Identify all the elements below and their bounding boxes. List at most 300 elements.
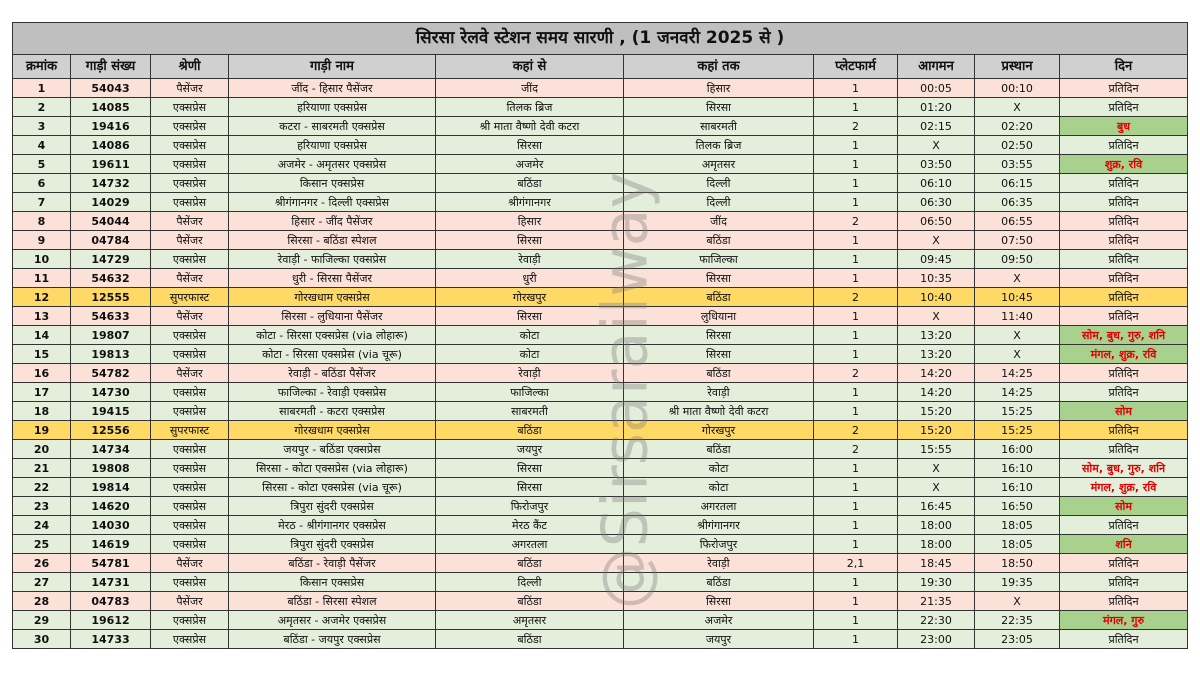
cell-from: रेवाड़ी bbox=[436, 364, 624, 383]
cell-serial: 5 bbox=[13, 155, 71, 174]
cell-platform: 1 bbox=[814, 231, 898, 250]
table-row bbox=[13, 535, 1188, 554]
cell-train-number: 19611 bbox=[71, 155, 151, 174]
cell-departure: 06:55 bbox=[975, 212, 1060, 231]
cell-platform: 2 bbox=[814, 421, 898, 440]
cell-category: एक्सप्रेस bbox=[151, 383, 229, 402]
cell-serial: 24 bbox=[13, 516, 71, 535]
timetable bbox=[12, 22, 1188, 649]
cell-train-number: 19416 bbox=[71, 117, 151, 136]
cell-train-name: रेवाड़ी - फाजिल्का एक्सप्रेस bbox=[229, 250, 436, 269]
cell-platform: 1 bbox=[814, 79, 898, 98]
header-platform: प्लेटफार्म bbox=[814, 55, 898, 79]
cell-to: कोटा bbox=[624, 459, 814, 478]
cell-days: मंगल, शुक्र, रवि bbox=[1060, 478, 1188, 497]
cell-serial: 10 bbox=[13, 250, 71, 269]
cell-serial: 13 bbox=[13, 307, 71, 326]
cell-arrival: 00:05 bbox=[898, 79, 975, 98]
table-row bbox=[13, 440, 1188, 459]
cell-train-name: हरियाणा एक्सप्रेस bbox=[229, 136, 436, 155]
cell-departure: 06:15 bbox=[975, 174, 1060, 193]
cell-arrival: 01:20 bbox=[898, 98, 975, 117]
cell-from: बठिंडा bbox=[436, 592, 624, 611]
cell-days: प्रतिदिन bbox=[1060, 364, 1188, 383]
cell-arrival: 15:55 bbox=[898, 440, 975, 459]
cell-days: प्रतिदिन bbox=[1060, 193, 1188, 212]
cell-category: पैसेंजर bbox=[151, 269, 229, 288]
cell-departure: 16:50 bbox=[975, 497, 1060, 516]
cell-days: प्रतिदिन bbox=[1060, 573, 1188, 592]
cell-train-name: फाजिल्का - रेवाड़ी एक्सप्रेस bbox=[229, 383, 436, 402]
cell-arrival: 15:20 bbox=[898, 421, 975, 440]
cell-departure: 16:10 bbox=[975, 478, 1060, 497]
table-row bbox=[13, 516, 1188, 535]
cell-departure: 07:50 bbox=[975, 231, 1060, 250]
cell-train-number: 19813 bbox=[71, 345, 151, 364]
header-train-number: गाड़ी संख्य bbox=[71, 55, 151, 79]
header-from: कहां से bbox=[436, 55, 624, 79]
cell-departure: 10:45 bbox=[975, 288, 1060, 307]
cell-from: सिरसा bbox=[436, 307, 624, 326]
cell-days: मंगल, गुरु bbox=[1060, 611, 1188, 630]
cell-serial: 21 bbox=[13, 459, 71, 478]
cell-serial: 26 bbox=[13, 554, 71, 573]
cell-platform: 1 bbox=[814, 478, 898, 497]
cell-departure: 18:50 bbox=[975, 554, 1060, 573]
cell-serial: 29 bbox=[13, 611, 71, 630]
cell-from: साबरमती bbox=[436, 402, 624, 421]
cell-category: सुपरफास्ट bbox=[151, 288, 229, 307]
cell-arrival: 18:45 bbox=[898, 554, 975, 573]
cell-category: एक्सप्रेस bbox=[151, 193, 229, 212]
cell-train-name: श्रीगंगानगर - दिल्ली एक्सप्रेस bbox=[229, 193, 436, 212]
cell-train-name: जींद - हिसार पैसेंजर bbox=[229, 79, 436, 98]
cell-to: फाजिल्का bbox=[624, 250, 814, 269]
cell-from: अजमेर bbox=[436, 155, 624, 174]
cell-train-number: 19807 bbox=[71, 326, 151, 345]
cell-category: एक्सप्रेस bbox=[151, 630, 229, 649]
cell-platform: 1 bbox=[814, 497, 898, 516]
cell-from: कोटा bbox=[436, 326, 624, 345]
cell-category: एक्सप्रेस bbox=[151, 459, 229, 478]
cell-platform: 2 bbox=[814, 212, 898, 231]
watermark-text: @Sirsarailway bbox=[588, 171, 662, 609]
cell-train-number: 14030 bbox=[71, 516, 151, 535]
timetable-body bbox=[13, 79, 1188, 649]
cell-category: एक्सप्रेस bbox=[151, 440, 229, 459]
cell-days: प्रतिदिन bbox=[1060, 174, 1188, 193]
table-row bbox=[13, 288, 1188, 307]
cell-serial: 6 bbox=[13, 174, 71, 193]
cell-days: सोम, बुध, गुरु, शनि bbox=[1060, 326, 1188, 345]
cell-arrival: X bbox=[898, 136, 975, 155]
cell-train-name: कटरा - साबरमती एक्सप्रेस bbox=[229, 117, 436, 136]
cell-from: सिरसा bbox=[436, 231, 624, 250]
cell-from: फिरोजपुर bbox=[436, 497, 624, 516]
cell-train-name: सिरसा - बठिंडा स्पेशल bbox=[229, 231, 436, 250]
cell-train-number: 14730 bbox=[71, 383, 151, 402]
cell-from: जींद bbox=[436, 79, 624, 98]
cell-train-name: सिरसा - कोटा एक्सप्रेस (via चूरू) bbox=[229, 478, 436, 497]
cell-days: मंगल, शुक्र, रवि bbox=[1060, 345, 1188, 364]
cell-arrival: 14:20 bbox=[898, 364, 975, 383]
cell-train-name: गोरखधाम एक्सप्रेस bbox=[229, 421, 436, 440]
cell-platform: 1 bbox=[814, 611, 898, 630]
cell-serial: 25 bbox=[13, 535, 71, 554]
cell-days: प्रतिदिन bbox=[1060, 554, 1188, 573]
cell-category: पैसेंजर bbox=[151, 79, 229, 98]
cell-train-number: 14731 bbox=[71, 573, 151, 592]
cell-from: सिरसा bbox=[436, 478, 624, 497]
header-departure: प्रस्थान bbox=[975, 55, 1060, 79]
header-arrival: आगमन bbox=[898, 55, 975, 79]
cell-train-name: बठिंडा - रेवाड़ी पैसेंजर bbox=[229, 554, 436, 573]
cell-departure: 00:10 bbox=[975, 79, 1060, 98]
cell-to: रेवाड़ी bbox=[624, 554, 814, 573]
cell-category: एक्सप्रेस bbox=[151, 402, 229, 421]
cell-train-number: 14085 bbox=[71, 98, 151, 117]
cell-platform: 1 bbox=[814, 573, 898, 592]
cell-days: प्रतिदिन bbox=[1060, 98, 1188, 117]
cell-train-number: 19612 bbox=[71, 611, 151, 630]
cell-category: एक्सप्रेस bbox=[151, 326, 229, 345]
cell-train-number: 54043 bbox=[71, 79, 151, 98]
cell-departure: 14:25 bbox=[975, 364, 1060, 383]
cell-train-number: 54044 bbox=[71, 212, 151, 231]
cell-train-number: 14029 bbox=[71, 193, 151, 212]
cell-serial: 9 bbox=[13, 231, 71, 250]
cell-to: दिल्ली bbox=[624, 174, 814, 193]
cell-category: एक्सप्रेस bbox=[151, 516, 229, 535]
cell-train-name: अजमेर - अमृतसर एक्सप्रेस bbox=[229, 155, 436, 174]
cell-arrival: X bbox=[898, 307, 975, 326]
cell-arrival: 10:40 bbox=[898, 288, 975, 307]
cell-category: एक्सप्रेस bbox=[151, 117, 229, 136]
table-row bbox=[13, 421, 1188, 440]
cell-departure: 23:05 bbox=[975, 630, 1060, 649]
cell-departure: 18:05 bbox=[975, 535, 1060, 554]
table-row bbox=[13, 250, 1188, 269]
table-row bbox=[13, 592, 1188, 611]
cell-serial: 11 bbox=[13, 269, 71, 288]
cell-arrival: 06:30 bbox=[898, 193, 975, 212]
cell-serial: 7 bbox=[13, 193, 71, 212]
cell-platform: 1 bbox=[814, 98, 898, 117]
cell-platform: 2 bbox=[814, 364, 898, 383]
cell-serial: 22 bbox=[13, 478, 71, 497]
cell-train-name: त्रिपुरा सुंदरी एक्सप्रेस bbox=[229, 535, 436, 554]
cell-category: एक्सप्रेस bbox=[151, 478, 229, 497]
table-row bbox=[13, 497, 1188, 516]
cell-from: बठिंडा bbox=[436, 174, 624, 193]
cell-days: प्रतिदिन bbox=[1060, 212, 1188, 231]
cell-from: बठिंडा bbox=[436, 421, 624, 440]
cell-to: सिरसा bbox=[624, 326, 814, 345]
table-row bbox=[13, 193, 1188, 212]
table-row bbox=[13, 383, 1188, 402]
cell-departure: 16:00 bbox=[975, 440, 1060, 459]
table-row bbox=[13, 136, 1188, 155]
cell-serial: 4 bbox=[13, 136, 71, 155]
cell-train-name: मेरठ - श्रीगंगानगर एक्सप्रेस bbox=[229, 516, 436, 535]
cell-arrival: 09:45 bbox=[898, 250, 975, 269]
cell-train-number: 19808 bbox=[71, 459, 151, 478]
table-row bbox=[13, 174, 1188, 193]
cell-platform: 1 bbox=[814, 535, 898, 554]
cell-train-name: किसान एक्सप्रेस bbox=[229, 573, 436, 592]
cell-from: सिरसा bbox=[436, 459, 624, 478]
cell-train-name: अमृतसर - अजमेर एक्सप्रेस bbox=[229, 611, 436, 630]
cell-serial: 2 bbox=[13, 98, 71, 117]
cell-departure: 18:05 bbox=[975, 516, 1060, 535]
cell-category: एक्सप्रेस bbox=[151, 174, 229, 193]
cell-arrival: 13:20 bbox=[898, 326, 975, 345]
cell-train-name: कोटा - सिरसा एक्सप्रेस (via लोहारू) bbox=[229, 326, 436, 345]
cell-days: सोम bbox=[1060, 402, 1188, 421]
table-row bbox=[13, 478, 1188, 497]
table-row bbox=[13, 269, 1188, 288]
cell-train-number: 14086 bbox=[71, 136, 151, 155]
cell-train-name: सिरसा - कोटा एक्सप्रेस (via लोहारू) bbox=[229, 459, 436, 478]
table-row bbox=[13, 212, 1188, 231]
cell-departure: 14:25 bbox=[975, 383, 1060, 402]
cell-platform: 1 bbox=[814, 174, 898, 193]
cell-to: सिरसा bbox=[624, 345, 814, 364]
cell-to: गोरखपुर bbox=[624, 421, 814, 440]
cell-arrival: 03:50 bbox=[898, 155, 975, 174]
table-row bbox=[13, 364, 1188, 383]
cell-arrival: X bbox=[898, 231, 975, 250]
cell-arrival: 22:30 bbox=[898, 611, 975, 630]
cell-platform: 2 bbox=[814, 440, 898, 459]
cell-platform: 1 bbox=[814, 630, 898, 649]
cell-platform: 1 bbox=[814, 402, 898, 421]
cell-platform: 1 bbox=[814, 516, 898, 535]
cell-to: सिरसा bbox=[624, 269, 814, 288]
cell-train-number: 14732 bbox=[71, 174, 151, 193]
cell-train-number: 14734 bbox=[71, 440, 151, 459]
cell-train-number: 54782 bbox=[71, 364, 151, 383]
header-train-name: गाड़ी नाम bbox=[229, 55, 436, 79]
cell-category: पैसेंजर bbox=[151, 212, 229, 231]
cell-serial: 12 bbox=[13, 288, 71, 307]
cell-serial: 8 bbox=[13, 212, 71, 231]
cell-train-name: जयपुर - बठिंडा एक्सप्रेस bbox=[229, 440, 436, 459]
cell-to: फिरोजपुर bbox=[624, 535, 814, 554]
cell-category: पैसेंजर bbox=[151, 592, 229, 611]
cell-train-number: 12555 bbox=[71, 288, 151, 307]
cell-departure: 09:50 bbox=[975, 250, 1060, 269]
cell-platform: 1 bbox=[814, 250, 898, 269]
table-row bbox=[13, 79, 1188, 98]
cell-from: सिरसा bbox=[436, 136, 624, 155]
cell-train-name: सिरसा - लुधियाना पैसेंजर bbox=[229, 307, 436, 326]
timetable-container bbox=[12, 22, 1187, 649]
cell-to: हिसार bbox=[624, 79, 814, 98]
cell-days: प्रतिदिन bbox=[1060, 630, 1188, 649]
cell-category: एक्सप्रेस bbox=[151, 250, 229, 269]
table-row bbox=[13, 326, 1188, 345]
cell-to: सिरसा bbox=[624, 98, 814, 117]
cell-train-name: बठिंडा - सिरसा स्पेशल bbox=[229, 592, 436, 611]
cell-departure: X bbox=[975, 326, 1060, 345]
cell-to: बठिंडा bbox=[624, 231, 814, 250]
cell-arrival: 23:00 bbox=[898, 630, 975, 649]
cell-to: कोटा bbox=[624, 478, 814, 497]
cell-departure: 16:10 bbox=[975, 459, 1060, 478]
cell-days: प्रतिदिन bbox=[1060, 288, 1188, 307]
cell-days: प्रतिदिन bbox=[1060, 136, 1188, 155]
cell-departure: 11:40 bbox=[975, 307, 1060, 326]
cell-arrival: 14:20 bbox=[898, 383, 975, 402]
cell-to: श्रीगंगानगर bbox=[624, 516, 814, 535]
cell-to: अजमेर bbox=[624, 611, 814, 630]
cell-train-name: किसान एक्सप्रेस bbox=[229, 174, 436, 193]
cell-from: फाजिल्का bbox=[436, 383, 624, 402]
cell-category: एक्सप्रेस bbox=[151, 136, 229, 155]
cell-category: एक्सप्रेस bbox=[151, 497, 229, 516]
cell-departure: X bbox=[975, 345, 1060, 364]
cell-to: जयपुर bbox=[624, 630, 814, 649]
cell-arrival: 10:35 bbox=[898, 269, 975, 288]
table-row bbox=[13, 98, 1188, 117]
cell-platform: 1 bbox=[814, 459, 898, 478]
cell-to: सिरसा bbox=[624, 592, 814, 611]
cell-to: अगरतला bbox=[624, 497, 814, 516]
table-row bbox=[13, 231, 1188, 250]
cell-days: बुध bbox=[1060, 117, 1188, 136]
cell-to: बठिंडा bbox=[624, 288, 814, 307]
cell-from: मेरठ कैंट bbox=[436, 516, 624, 535]
cell-departure: 19:35 bbox=[975, 573, 1060, 592]
cell-days: प्रतिदिन bbox=[1060, 592, 1188, 611]
cell-to: तिलक ब्रिज bbox=[624, 136, 814, 155]
cell-days: प्रतिदिन bbox=[1060, 307, 1188, 326]
cell-to: दिल्ली bbox=[624, 193, 814, 212]
cell-platform: 2 bbox=[814, 288, 898, 307]
cell-arrival: 19:30 bbox=[898, 573, 975, 592]
cell-train-number: 14619 bbox=[71, 535, 151, 554]
cell-serial: 28 bbox=[13, 592, 71, 611]
cell-arrival: X bbox=[898, 459, 975, 478]
cell-category: सुपरफास्ट bbox=[151, 421, 229, 440]
cell-category: पैसेंजर bbox=[151, 554, 229, 573]
cell-from: रेवाड़ी bbox=[436, 250, 624, 269]
cell-serial: 17 bbox=[13, 383, 71, 402]
cell-from: तिलक ब्रिज bbox=[436, 98, 624, 117]
cell-train-name: रेवाड़ी - बठिंडा पैसेंजर bbox=[229, 364, 436, 383]
cell-train-number: 04784 bbox=[71, 231, 151, 250]
cell-platform: 1 bbox=[814, 136, 898, 155]
cell-serial: 16 bbox=[13, 364, 71, 383]
cell-days: प्रतिदिन bbox=[1060, 269, 1188, 288]
cell-train-number: 12556 bbox=[71, 421, 151, 440]
cell-train-number: 54633 bbox=[71, 307, 151, 326]
table-row bbox=[13, 402, 1188, 421]
cell-category: एक्सप्रेस bbox=[151, 345, 229, 364]
cell-platform: 1 bbox=[814, 155, 898, 174]
cell-from: गोरखपुर bbox=[436, 288, 624, 307]
cell-departure: 03:55 bbox=[975, 155, 1060, 174]
cell-platform: 1 bbox=[814, 592, 898, 611]
header-category: श्रेणी bbox=[151, 55, 229, 79]
cell-from: जयपुर bbox=[436, 440, 624, 459]
header-to: कहां तक bbox=[624, 55, 814, 79]
cell-train-number: 14620 bbox=[71, 497, 151, 516]
cell-from: अमृतसर bbox=[436, 611, 624, 630]
cell-arrival: X bbox=[898, 478, 975, 497]
cell-train-name: धुरी - सिरसा पैसेंजर bbox=[229, 269, 436, 288]
cell-serial: 15 bbox=[13, 345, 71, 364]
cell-days: सोम bbox=[1060, 497, 1188, 516]
cell-train-name: हरियाणा एक्सप्रेस bbox=[229, 98, 436, 117]
cell-arrival: 13:20 bbox=[898, 345, 975, 364]
cell-train-number: 54632 bbox=[71, 269, 151, 288]
cell-to: श्री माता वैष्णो देवी कटरा bbox=[624, 402, 814, 421]
cell-from: हिसार bbox=[436, 212, 624, 231]
cell-departure: 02:20 bbox=[975, 117, 1060, 136]
cell-train-number: 19814 bbox=[71, 478, 151, 497]
cell-train-name: हिसार - जींद पैसेंजर bbox=[229, 212, 436, 231]
cell-category: एक्सप्रेस bbox=[151, 98, 229, 117]
cell-from: श्रीगंगानगर bbox=[436, 193, 624, 212]
table-row bbox=[13, 459, 1188, 478]
cell-from: दिल्ली bbox=[436, 573, 624, 592]
cell-arrival: 02:15 bbox=[898, 117, 975, 136]
cell-to: रेवाड़ी bbox=[624, 383, 814, 402]
cell-serial: 18 bbox=[13, 402, 71, 421]
cell-arrival: 18:00 bbox=[898, 535, 975, 554]
cell-days: सोम, बुध, गुरु, शनि bbox=[1060, 459, 1188, 478]
cell-days: प्रतिदिन bbox=[1060, 383, 1188, 402]
cell-serial: 14 bbox=[13, 326, 71, 345]
cell-from: बठिंडा bbox=[436, 630, 624, 649]
cell-arrival: 16:45 bbox=[898, 497, 975, 516]
cell-from: धुरी bbox=[436, 269, 624, 288]
cell-train-name: त्रिपुरा सुंदरी एक्सप्रेस bbox=[229, 497, 436, 516]
cell-train-number: 14733 bbox=[71, 630, 151, 649]
cell-platform: 1 bbox=[814, 326, 898, 345]
cell-arrival: 18:00 bbox=[898, 516, 975, 535]
cell-platform: 2,1 bbox=[814, 554, 898, 573]
cell-departure: 15:25 bbox=[975, 402, 1060, 421]
cell-category: पैसेंजर bbox=[151, 307, 229, 326]
cell-departure: X bbox=[975, 269, 1060, 288]
cell-arrival: 15:20 bbox=[898, 402, 975, 421]
cell-serial: 23 bbox=[13, 497, 71, 516]
cell-to: बठिंडा bbox=[624, 573, 814, 592]
table-row bbox=[13, 573, 1188, 592]
cell-train-number: 14729 bbox=[71, 250, 151, 269]
cell-arrival: 21:35 bbox=[898, 592, 975, 611]
cell-departure: X bbox=[975, 592, 1060, 611]
cell-category: पैसेंजर bbox=[151, 364, 229, 383]
cell-arrival: 06:50 bbox=[898, 212, 975, 231]
cell-serial: 30 bbox=[13, 630, 71, 649]
cell-train-name: गोरखधाम एक्सप्रेस bbox=[229, 288, 436, 307]
cell-platform: 2 bbox=[814, 117, 898, 136]
cell-days: प्रतिदिन bbox=[1060, 79, 1188, 98]
cell-to: अमृतसर bbox=[624, 155, 814, 174]
cell-train-name: साबरमती - कटरा एक्सप्रेस bbox=[229, 402, 436, 421]
cell-serial: 19 bbox=[13, 421, 71, 440]
cell-category: एक्सप्रेस bbox=[151, 573, 229, 592]
cell-serial: 3 bbox=[13, 117, 71, 136]
cell-serial: 27 bbox=[13, 573, 71, 592]
cell-platform: 1 bbox=[814, 345, 898, 364]
cell-from: कोटा bbox=[436, 345, 624, 364]
cell-train-name: बठिंडा - जयपुर एक्सप्रेस bbox=[229, 630, 436, 649]
